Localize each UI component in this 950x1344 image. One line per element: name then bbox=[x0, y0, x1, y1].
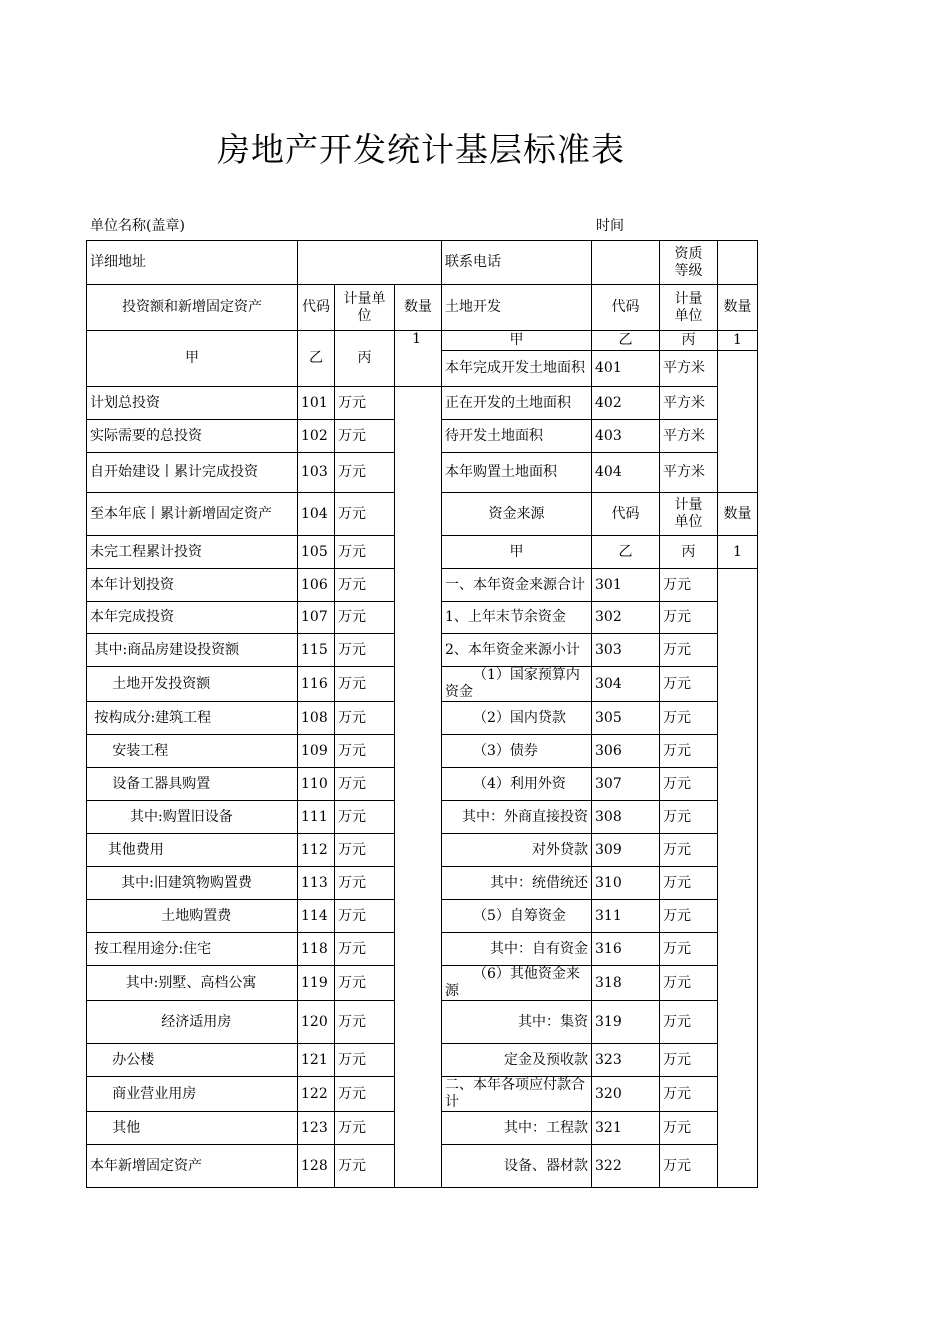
left-sub-name: 甲 bbox=[87, 331, 298, 387]
left-row-name: 未完工程累计投资 bbox=[87, 536, 298, 569]
left-row-code: 121 bbox=[298, 1044, 335, 1077]
left-row-unit: 万元 bbox=[335, 420, 395, 453]
unit-name-label: 单位名称(盖章) bbox=[90, 218, 185, 234]
fund-row-name: （2）国内贷款 bbox=[442, 702, 592, 735]
left-row-name: 按构成分:建筑工程 bbox=[87, 702, 298, 735]
fund-row-unit: 万元 bbox=[660, 569, 718, 602]
land-sub-name: 甲 bbox=[442, 331, 592, 351]
fund-row-unit: 万元 bbox=[660, 933, 718, 966]
left-sub-code: 乙 bbox=[298, 331, 335, 387]
left-row-name: 其中:商品房建设投资额 bbox=[87, 634, 298, 667]
land-header-name: 土地开发 bbox=[442, 285, 592, 331]
left-row-code: 102 bbox=[298, 420, 335, 453]
left-row-name: 其他 bbox=[87, 1112, 298, 1145]
fund-row-name: 定金及预收款 bbox=[442, 1044, 592, 1077]
fund-row-unit: 万元 bbox=[660, 735, 718, 768]
time-label: 时间 bbox=[596, 218, 624, 234]
left-row-unit: 万元 bbox=[335, 453, 395, 493]
left-row-name: 土地购置费 bbox=[87, 900, 298, 933]
fund-row-code: 308 bbox=[592, 801, 660, 834]
fund-row-code: 323 bbox=[592, 1044, 660, 1077]
fund-row-unit: 万元 bbox=[660, 768, 718, 801]
left-row-unit: 万元 bbox=[335, 536, 395, 569]
fund-row-code: 306 bbox=[592, 735, 660, 768]
left-row-code: 116 bbox=[298, 667, 335, 702]
left-row-name: 其中:旧建筑物购置费 bbox=[87, 867, 298, 900]
fund-row-code: 319 bbox=[592, 1001, 660, 1044]
left-row-unit: 万元 bbox=[335, 667, 395, 702]
left-row-unit: 万元 bbox=[335, 1112, 395, 1145]
left-row-unit: 万元 bbox=[335, 768, 395, 801]
left-row-unit: 万元 bbox=[335, 1044, 395, 1077]
land-row-code: 402 bbox=[592, 387, 660, 420]
fund-row-code: 321 bbox=[592, 1112, 660, 1145]
fund-header-name: 资金来源 bbox=[442, 493, 592, 536]
fund-row-code: 310 bbox=[592, 867, 660, 900]
left-row-code: 104 bbox=[298, 493, 335, 536]
left-row-code: 122 bbox=[298, 1077, 335, 1112]
fund-row-unit: 万元 bbox=[660, 801, 718, 834]
table-row bbox=[87, 285, 758, 331]
left-row-unit: 万元 bbox=[335, 1077, 395, 1112]
fund-row-name: 设备、器材款 bbox=[442, 1145, 592, 1188]
left-header-code: 代码 bbox=[298, 285, 335, 331]
left-row-unit: 万元 bbox=[335, 1001, 395, 1044]
fund-sub-qty: 1 bbox=[718, 536, 758, 569]
left-row-unit: 万元 bbox=[335, 602, 395, 634]
fund-row-unit: 万元 bbox=[660, 966, 718, 1001]
fund-row-unit: 万元 bbox=[660, 1145, 718, 1188]
fund-header-code: 代码 bbox=[592, 493, 660, 536]
left-sub-qty: 1 bbox=[395, 331, 442, 387]
left-row-name: 安装工程 bbox=[87, 735, 298, 768]
left-row-unit: 万元 bbox=[335, 900, 395, 933]
left-row-code: 115 bbox=[298, 634, 335, 667]
left-row-unit: 万元 bbox=[335, 493, 395, 536]
left-row-name: 计划总投资 bbox=[87, 387, 298, 420]
left-row-code: 109 bbox=[298, 735, 335, 768]
left-row-unit: 万元 bbox=[335, 735, 395, 768]
table-row bbox=[87, 331, 758, 351]
fund-row-code: 318 bbox=[592, 966, 660, 1001]
fund-row-code: 309 bbox=[592, 834, 660, 867]
fund-sub-name: 甲 bbox=[442, 536, 592, 569]
left-row-unit: 万元 bbox=[335, 1145, 395, 1188]
left-row-unit: 万元 bbox=[335, 569, 395, 602]
left-row-name: 按工程用途分:住宅 bbox=[87, 933, 298, 966]
left-row-name: 其中:别墅、高档公寓 bbox=[87, 966, 298, 1001]
left-header-qty: 数量 bbox=[395, 285, 442, 331]
left-row-name: 办公楼 bbox=[87, 1044, 298, 1077]
left-row-code: 108 bbox=[298, 702, 335, 735]
left-row-unit: 万元 bbox=[335, 634, 395, 667]
land-sub-qty: 1 bbox=[718, 331, 758, 351]
qualification-label: 资质 等级 bbox=[660, 241, 718, 285]
left-row-name: 经济适用房 bbox=[87, 1001, 298, 1044]
left-row-unit: 万元 bbox=[335, 933, 395, 966]
fund-row-name: 对外贷款 bbox=[442, 834, 592, 867]
land-sub-code: 乙 bbox=[592, 331, 660, 351]
left-row-name: 土地开发投资额 bbox=[87, 667, 298, 702]
left-header-name: 投资额和新增固定资产 bbox=[87, 285, 298, 331]
fund-row-unit: 万元 bbox=[660, 602, 718, 634]
left-row-unit: 万元 bbox=[335, 702, 395, 735]
fund-row-name: （4）利用外资 bbox=[442, 768, 592, 801]
fund-row-name: （3）债券 bbox=[442, 735, 592, 768]
land-row-name: 正在开发的土地面积 bbox=[442, 387, 592, 420]
left-row-name: 本年完成投资 bbox=[87, 602, 298, 634]
left-row-name: 设备工器具购置 bbox=[87, 768, 298, 801]
left-header-unit: 计量单 位 bbox=[335, 285, 395, 331]
left-row-code: 110 bbox=[298, 768, 335, 801]
fund-row-name: 一、本年资金来源合计 bbox=[442, 569, 592, 602]
land-row-name: 本年完成开发土地面积 bbox=[442, 351, 592, 387]
left-row-code: 103 bbox=[298, 453, 335, 493]
address-label: 详细地址 bbox=[87, 241, 298, 285]
fund-row-unit: 万元 bbox=[660, 900, 718, 933]
fund-row-name: 其中：工程款 bbox=[442, 1112, 592, 1145]
fund-row-code: 307 bbox=[592, 768, 660, 801]
fund-row-name: 其中：自有资金 bbox=[442, 933, 592, 966]
fund-row-code: 304 bbox=[592, 667, 660, 702]
fund-row-unit: 万元 bbox=[660, 1044, 718, 1077]
fund-row-code: 322 bbox=[592, 1145, 660, 1188]
land-header-unit: 计量 单位 bbox=[660, 285, 718, 331]
fund-row-code: 302 bbox=[592, 602, 660, 634]
fund-row-name: 二、本年各项应付款合计 bbox=[442, 1077, 592, 1112]
fund-row-unit: 万元 bbox=[660, 634, 718, 667]
fund-row-unit: 万元 bbox=[660, 1077, 718, 1112]
land-row-code: 401 bbox=[592, 351, 660, 387]
left-row-code: 128 bbox=[298, 1145, 335, 1188]
fund-row-unit: 万元 bbox=[660, 667, 718, 702]
left-row-name: 其他费用 bbox=[87, 834, 298, 867]
fund-row-name: 其中：外商直接投资 bbox=[442, 801, 592, 834]
land-header-code: 代码 bbox=[592, 285, 660, 331]
fund-row-name: （5）自筹资金 bbox=[442, 900, 592, 933]
fund-row-unit: 万元 bbox=[660, 834, 718, 867]
land-row-code: 404 bbox=[592, 453, 660, 493]
fund-row-name: 其中：统借统还 bbox=[442, 867, 592, 900]
fund-row-code: 320 bbox=[592, 1077, 660, 1112]
left-row-code: 107 bbox=[298, 602, 335, 634]
left-row-name: 实际需要的总投资 bbox=[87, 420, 298, 453]
fund-row-name: （1）国家预算内资金 bbox=[442, 667, 592, 702]
left-row-code: 118 bbox=[298, 933, 335, 966]
left-row-name: 其中:购置旧设备 bbox=[87, 801, 298, 834]
fund-header-unit: 计量 单位 bbox=[660, 493, 718, 536]
fund-row-unit: 万元 bbox=[660, 867, 718, 900]
fund-row-code: 305 bbox=[592, 702, 660, 735]
table-row bbox=[87, 241, 758, 285]
fund-row-code: 303 bbox=[592, 634, 660, 667]
left-row-name: 自开始建设丨累计完成投资 bbox=[87, 453, 298, 493]
left-row-code: 113 bbox=[298, 867, 335, 900]
left-row-code: 105 bbox=[298, 536, 335, 569]
land-row-unit: 平方米 bbox=[660, 387, 718, 420]
fund-row-code: 301 bbox=[592, 569, 660, 602]
land-row-unit: 平方米 bbox=[660, 351, 718, 387]
fund-row-name: 1、上年末节余资金 bbox=[442, 602, 592, 634]
left-row-unit: 万元 bbox=[335, 867, 395, 900]
left-row-code: 114 bbox=[298, 900, 335, 933]
left-row-name: 本年计划投资 bbox=[87, 569, 298, 602]
left-row-name: 至本年底丨累计新增固定资产 bbox=[87, 493, 298, 536]
left-row-code: 106 bbox=[298, 569, 335, 602]
fund-row-unit: 万元 bbox=[660, 702, 718, 735]
land-header-qty: 数量 bbox=[718, 285, 758, 331]
left-row-unit: 万元 bbox=[335, 834, 395, 867]
land-row-qty[interactable] bbox=[718, 351, 758, 493]
phone-label: 联系电话 bbox=[442, 241, 592, 285]
left-qty-column[interactable] bbox=[395, 387, 442, 1188]
land-sub-unit: 丙 bbox=[660, 331, 718, 351]
left-row-code: 111 bbox=[298, 801, 335, 834]
phone-value[interactable] bbox=[592, 241, 660, 285]
left-row-name: 商业营业用房 bbox=[87, 1077, 298, 1112]
left-row-unit: 万元 bbox=[335, 966, 395, 1001]
left-sub-unit: 丙 bbox=[335, 331, 395, 387]
fund-row-name: 2、本年资金来源小计 bbox=[442, 634, 592, 667]
table-row bbox=[87, 387, 758, 420]
fund-row-name: （6）其他资金来源 bbox=[442, 966, 592, 1001]
fund-sub-unit: 丙 bbox=[660, 536, 718, 569]
fund-qty-column[interactable] bbox=[718, 569, 758, 1188]
fund-row-unit: 万元 bbox=[660, 1112, 718, 1145]
left-row-name: 本年新增固定资产 bbox=[87, 1145, 298, 1188]
land-row-unit: 平方米 bbox=[660, 453, 718, 493]
fund-sub-code: 乙 bbox=[592, 536, 660, 569]
land-row-name: 待开发土地面积 bbox=[442, 420, 592, 453]
fund-row-unit: 万元 bbox=[660, 1001, 718, 1044]
page-title: 房地产开发统计基层标准表 bbox=[217, 130, 625, 169]
statistics-table bbox=[86, 240, 758, 1188]
left-row-code: 120 bbox=[298, 1001, 335, 1044]
left-row-code: 101 bbox=[298, 387, 335, 420]
left-row-code: 123 bbox=[298, 1112, 335, 1145]
left-row-code: 119 bbox=[298, 966, 335, 1001]
address-value[interactable] bbox=[298, 241, 442, 285]
fund-header-qty: 数量 bbox=[718, 493, 758, 536]
land-row-unit: 平方米 bbox=[660, 420, 718, 453]
left-row-code: 112 bbox=[298, 834, 335, 867]
land-row-code: 403 bbox=[592, 420, 660, 453]
fund-row-code: 311 bbox=[592, 900, 660, 933]
left-row-unit: 万元 bbox=[335, 801, 395, 834]
qualification-value[interactable] bbox=[718, 241, 758, 285]
fund-row-code: 316 bbox=[592, 933, 660, 966]
fund-row-name: 其中：集资 bbox=[442, 1001, 592, 1044]
land-row-name: 本年购置土地面积 bbox=[442, 453, 592, 493]
left-row-unit: 万元 bbox=[335, 387, 395, 420]
